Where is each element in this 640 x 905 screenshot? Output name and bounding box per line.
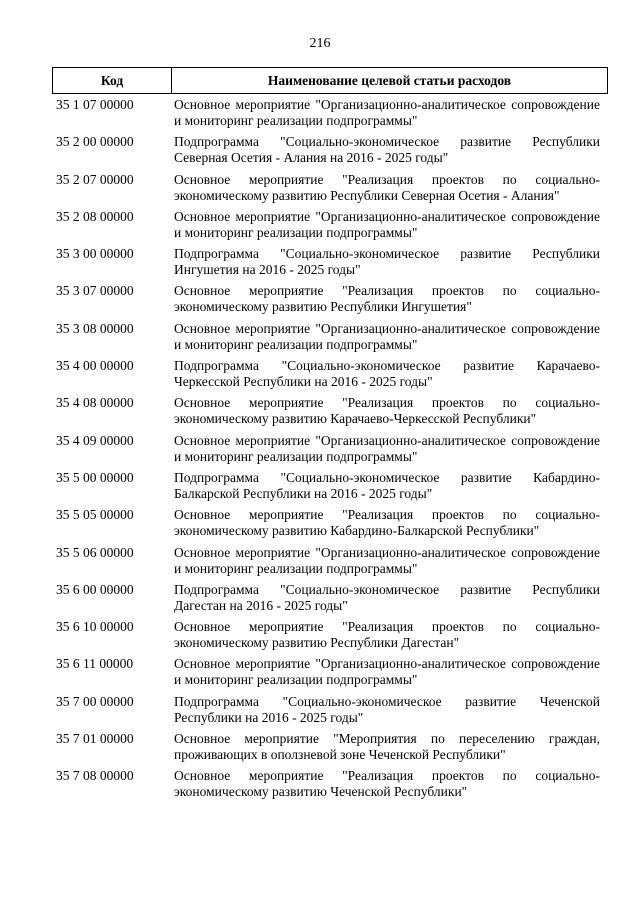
- row-name: Подпрограмма "Социально-экономическое развитие Карачаево-Черкесской Республики на 2016 - 2025 годы": [174, 358, 600, 390]
- table-row: [52, 504, 608, 541]
- table-row: [52, 280, 608, 317]
- row-code: 35 2 07 00000: [56, 171, 134, 187]
- row-name: Подпрограмма "Социально-экономическое развитие Чеченской Республики на 2016 - 2025 годы": [174, 693, 600, 725]
- row-name: Основное мероприятие "Организационно-аналитическое сопровождение и мониторинг реализации подпрограммы": [174, 544, 600, 576]
- row-name: Основное мероприятие "Реализация проектов по социально-экономическому развитию Республики Северная Осетия - Алания": [174, 171, 600, 203]
- row-code: 35 5 05 00000: [56, 507, 134, 523]
- row-code: 35 6 00 00000: [56, 581, 134, 597]
- row-name: Подпрограмма "Социально-экономическое развитие Республики Дагестан на 2016 - 2025 годы": [174, 581, 600, 613]
- row-name: Основное мероприятие "Реализация проектов по социально-экономическому развитию Республики Ингушетия": [174, 283, 600, 315]
- table-row: [52, 169, 608, 206]
- table-row: [52, 430, 608, 467]
- table-row: [52, 206, 608, 243]
- column-header-name: Наименование целевой статьи расходов: [267, 72, 512, 88]
- row-name: Подпрограмма "Социально-экономическое развитие Кабардино-Балкарской Республики на 2016 - 2025 годы": [174, 469, 600, 501]
- table-row: [52, 579, 608, 616]
- table-body: [52, 94, 608, 803]
- row-name: Основное мероприятие "Организационно-аналитическое сопровождение и мониторинг реализации подпрограммы": [174, 432, 600, 464]
- table-row: [52, 616, 608, 653]
- row-name: Основное мероприятие "Организационно-аналитическое сопровождение и мониторинг реализации подпрограммы": [174, 656, 600, 688]
- table-row: [52, 728, 608, 765]
- table-row: [52, 243, 608, 280]
- row-name: Основное мероприятие "Организационно-аналитическое сопровождение и мониторинг реализации подпрограммы": [174, 97, 600, 128]
- table-row: [52, 467, 608, 504]
- row-code: 35 4 08 00000: [56, 395, 134, 411]
- row-code: 35 7 01 00000: [56, 731, 134, 747]
- row-code: 35 6 11 00000: [56, 656, 134, 672]
- row-code: 35 7 00 00000: [56, 693, 134, 709]
- row-name: Подпрограмма "Социально-экономическое развитие Республики Ингушетия на 2016 - 2025 годы": [174, 246, 600, 278]
- row-name: Основное мероприятие "Мероприятия по переселению граждан, проживающих в оползневой зоне Чеченской Республики": [174, 731, 600, 763]
- row-code: 35 5 00 00000: [56, 469, 134, 485]
- row-code: 35 2 08 00000: [56, 208, 134, 224]
- page-number: 216: [309, 36, 331, 51]
- table-header: [52, 67, 608, 94]
- row-name: Основное мероприятие "Реализация проектов по социально-экономическому развитию Республики Дагестан": [174, 619, 600, 651]
- row-code: 35 2 00 00000: [56, 134, 134, 150]
- table-row: [52, 542, 608, 579]
- table-row: [52, 691, 608, 728]
- row-name: Основное мероприятие "Реализация проектов по социально-экономическому развитию Карачаево-Черкесской Республики": [174, 395, 600, 427]
- row-name: Подпрограмма "Социально-экономическое развитие Республики Северная Осетия - Алания на 2016 - 2025 годы": [174, 134, 600, 166]
- table-row: [52, 392, 608, 429]
- row-code: 35 5 06 00000: [56, 544, 134, 560]
- table-row: [52, 94, 608, 131]
- table-row: [52, 653, 608, 690]
- row-code: 35 4 00 00000: [56, 358, 134, 374]
- row-code: 35 6 10 00000: [56, 619, 134, 635]
- row-code: 35 7 08 00000: [56, 768, 134, 784]
- row-code: 35 3 08 00000: [56, 320, 134, 336]
- table-row: [52, 765, 608, 802]
- row-name: Основное мероприятие "Организационно-аналитическое сопровождение и мониторинг реализации подпрограммы": [174, 320, 600, 352]
- row-code: 35 1 07 00000: [56, 97, 134, 112]
- table-row: [52, 355, 608, 392]
- row-name: Основное мероприятие "Реализация проектов по социально-экономическому развитию Чеченской Республики": [174, 768, 600, 800]
- row-code: 35 3 00 00000: [56, 246, 134, 262]
- row-code: 35 3 07 00000: [56, 283, 134, 299]
- row-name: Основное мероприятие "Организационно-аналитическое сопровождение и мониторинг реализации подпрограммы": [174, 208, 600, 240]
- table-row: [52, 318, 608, 355]
- table-row: [52, 131, 608, 168]
- row-code: 35 4 09 00000: [56, 432, 134, 448]
- column-header-code: Код: [53, 68, 172, 93]
- row-name: Основное мероприятие "Реализация проектов по социально-экономическому развитию Кабардино-Балкарской Республики": [174, 507, 600, 539]
